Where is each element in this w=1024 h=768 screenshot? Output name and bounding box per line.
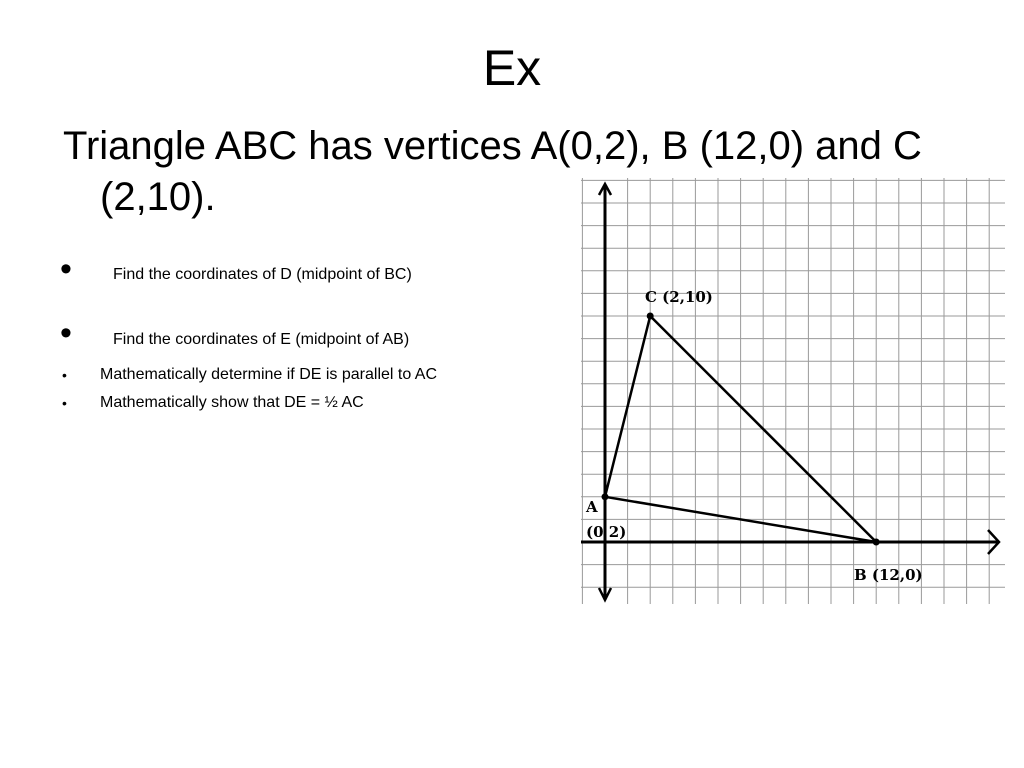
vertex-b-point (873, 539, 880, 546)
vertex-c-label: C (2,10) (645, 288, 713, 306)
vertex-c-point (647, 313, 654, 320)
axes (581, 184, 999, 600)
vertex-a-label: A (586, 498, 598, 516)
bullet-glyph: • (62, 395, 67, 411)
vertex-a-point (602, 493, 609, 500)
grid-lines (581, 178, 1005, 604)
problem-statement: Triangle ABC has vertices A(0,2), B (12,0) and C (2,10). (63, 124, 922, 219)
bullet-glyph: • (60, 314, 72, 352)
vertex-b-label: B (12,0) (854, 566, 923, 584)
bullet-find-e: Find the coordinates of E (midpoint of AB) (113, 331, 410, 348)
bullet-half-length: Mathematically show that DE = ½ AC (100, 394, 364, 411)
vertex-labels (585, 288, 923, 584)
slide-title: Ex (482, 40, 542, 96)
bullet-glyph: • (62, 367, 67, 383)
coordinate-grid (575, 178, 1007, 606)
bullet-glyph: • (60, 250, 72, 288)
bullet-find-d: Find the coordinates of D (midpoint of BC) (113, 266, 412, 283)
vertex-a-coords-label: (0 2) (586, 523, 627, 541)
bullet-parallel: Mathematically determine if DE is parallel to AC (100, 366, 438, 383)
